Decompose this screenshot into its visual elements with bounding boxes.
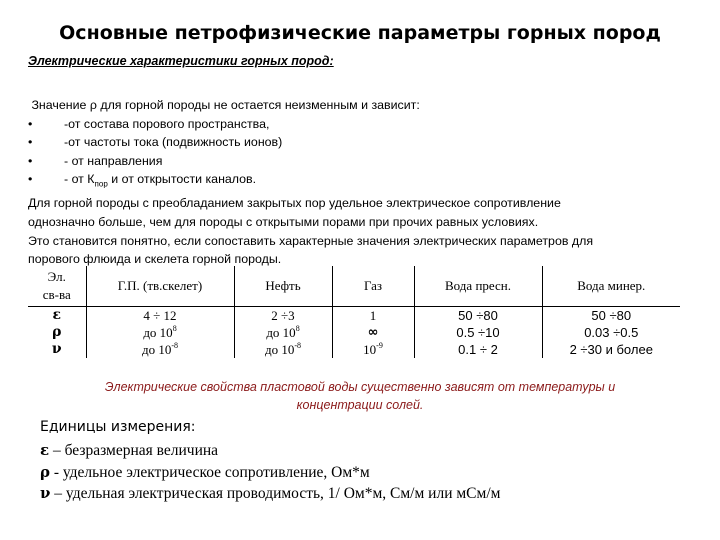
bullet-item: • -от состава порового пространства, (28, 116, 270, 131)
cell-oil: до $10^8$ (234, 324, 332, 341)
cell-skeleton: до $10^{-8}$ (86, 341, 234, 358)
bullet-item: • - от направления (28, 153, 163, 168)
header-property: Эл. св-ва (28, 266, 86, 307)
cell-gas: ∞ (332, 324, 414, 341)
unit-item: ν – удельная электрическая проводимость, 1/ Ом*м, См/м или мСм/м (40, 484, 501, 502)
intro-text (28, 96, 698, 269)
header-skeleton: Г.П. (тв.скелет) (86, 266, 234, 307)
units-title: Единицы измерения: (40, 419, 196, 435)
header-fresh-water: Вода пресн. (414, 266, 542, 307)
section-subtitle: Электрические характеристики горных пород: (28, 54, 334, 68)
header-oil: Нефть (234, 266, 332, 307)
intro-lead: Значение ρ для горной породы не остается неизменным и зависит: (31, 98, 420, 112)
header-mineral-water: Вода минер. (542, 266, 680, 307)
symbol-nu: ν (28, 341, 86, 358)
cell-skeleton: 4 ÷ 12 (86, 307, 234, 325)
cell-mineral-water: 2 ÷30 и более (569, 342, 653, 357)
page-title: Основные петрофизические параметры горных пород (59, 22, 661, 44)
cell-fresh-water: 50 ÷80 (414, 307, 542, 325)
table-row (28, 324, 680, 341)
cell-oil: до $10^{-8}$ (234, 341, 332, 358)
paragraph-line: Это становится понятно, если сопоставить характерные значения электрических параметров для (28, 233, 594, 248)
table-header-row (28, 266, 680, 307)
cell-skeleton: до $10^8$ (86, 324, 234, 341)
cell-fresh-water: 0.5 ÷10 (414, 324, 542, 341)
cell-oil: 2 ÷3 (234, 307, 332, 325)
cell-mineral-water: 0.03 ÷0.5 (584, 325, 639, 340)
cell-gas: $10^{-9}$ (332, 341, 414, 358)
paragraph-line: Для горной породы с преобладанием закрытых пор удельное электрическое сопротивление (28, 196, 561, 211)
bullet-item: • - от $К_{пор}$ и от открытости каналов. (28, 172, 257, 189)
cell-mineral-water: 50 ÷80 (591, 308, 632, 323)
cell-gas: 1 (332, 307, 414, 325)
bullet-item: • -от частоты тока (подвижность ионов) (28, 135, 283, 150)
paragraph-line: однозначно больше, чем для породы с открытыми порами при прочих равных условиях. (28, 215, 539, 230)
table-row (28, 307, 680, 325)
water-properties-note: Электрические свойства пластовой воды существенно зависят от температуры и концентрации солей. (104, 380, 616, 412)
header-gas: Газ (332, 266, 414, 307)
units-list (40, 440, 500, 505)
unit-item: ε – безразмерная величина (40, 441, 219, 459)
paragraph-line: порового флюида и скелета горной породы. (28, 252, 282, 267)
symbol-rho: ρ (28, 324, 86, 341)
table-row (28, 341, 680, 358)
unit-item: ρ - удельное электрическое сопротивление, Ом*м (40, 462, 370, 481)
parameters-table (28, 266, 680, 358)
symbol-epsilon: ε (28, 307, 86, 325)
cell-fresh-water: 0.1 ÷ 2 (414, 341, 542, 358)
